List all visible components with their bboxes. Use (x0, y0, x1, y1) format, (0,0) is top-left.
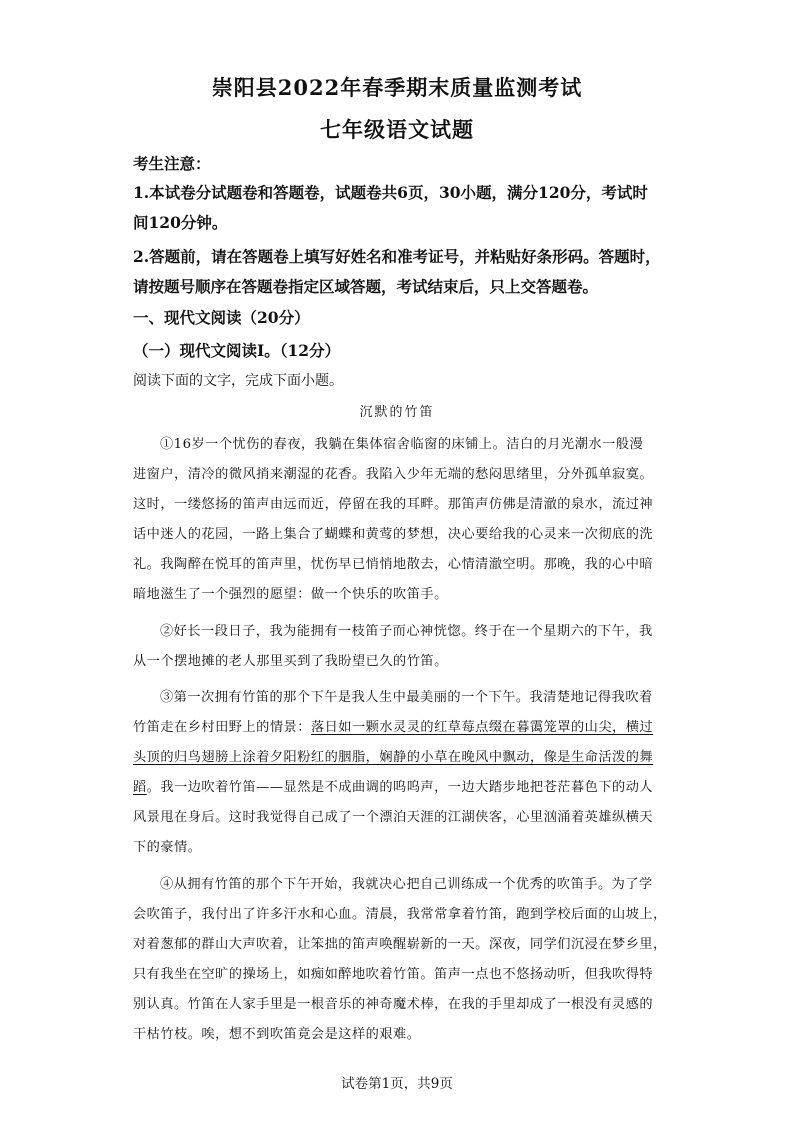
subsection-title: （一）现代文阅读Ⅰ。（12分） (133, 341, 341, 360)
paragraph-1-line: 暗地滋生了一个强烈的愿望：做一个快乐的吹笛手。 (133, 587, 448, 602)
paragraph-4-line: ④从拥有竹笛的那个下午开始，我就决心把自己训练成一个优秀的吹笛手。为了学 (160, 877, 653, 892)
notice-heading: 考生注意： (133, 154, 211, 173)
page-footer: 试卷第1页，共9页 (341, 1076, 453, 1092)
notice-item-1: 1.本试卷分试题卷和答题卷，试题卷共6页，30小题，满分120分，考试时 (133, 183, 648, 202)
underlined-sentence: 蹈 (133, 780, 147, 795)
paragraph-3-line (133, 776, 653, 795)
paragraph-4-line: 对着葱郁的群山大声吹着，让笨拙的笛声唤醒崭新的一天。深夜，同学们沉浸在梦乡里， (133, 937, 667, 952)
paragraph-4-line: 干枯竹枝。唉，想不到吹笛竟会是这样的艰难。 (133, 1027, 421, 1042)
notice-item-2-cont: 请按题号顺序在答题卷指定区域答题，考试结束后，只上交答题卷。 (133, 277, 599, 296)
reading-instruction: 阅读下面的文字，完成下面小题。 (133, 373, 343, 389)
paragraph-3-line: ③第一次拥有竹笛的那个下午是我人生中最美丽的一个下午。我清楚地记得我吹着 (160, 690, 653, 705)
notice-item-1-cont: 间120分钟。 (133, 213, 228, 232)
exam-subtitle: 七年级语文试题 (320, 117, 474, 142)
paragraph-1-line: 话中迷人的花园，一路上集合了蝴蝶和黄莺的梦想，决心要给我的心灵来一次彻底的洗 (133, 527, 654, 542)
exam-title: 崇阳县2022年春季期末质量监测考试 (211, 75, 583, 100)
underlined-sentence: 落日如一颗水灵灵的红草莓点缀在暮霭笼罩的山尖，横过 (310, 720, 654, 735)
notice-item-2: 2.答题前，请在答题卷上填写好姓名和准考证号，并粘贴好条形码。答题时， (133, 247, 661, 266)
paragraph-1-line: ①16岁一个忧伤的春夜，我躺在集体宿舍临窗的床铺上。洁白的月光潮水一般漫 (160, 437, 644, 452)
underlined-sentence: 头顶的归鸟翅膀上涂着夕阳粉红的胭脂，娴静的小草在晚风中飘动，像是生命活泼的舞 (133, 750, 654, 765)
paragraph-3-line: 下的豪情。 (133, 840, 202, 855)
paragraph-4-line: 会吹笛子，我付出了许多汗水和心血。清晨，我常常拿着竹笛，跑到学校后面的山坡上， (133, 907, 667, 922)
paragraph-4-line: 只有我坐在空旷的操场上，如痴如醉地吹着竹笛。笛声一点也不悠扬动听，但我吹得特 (133, 967, 654, 982)
paragraph-4-line: 别认真。竹笛在人家手里是一根音乐的神奇魔术棒，在我的手里却成了一根没有灵感的 (133, 997, 654, 1012)
section-title: 一、现代文阅读（20分） (133, 308, 310, 327)
paragraph-2-line: ②好长一段日子，我为能拥有一枝笛子而心神恍惚。终于在一个星期六的下午，我 (160, 624, 653, 639)
paragraph-1-line: 进窗户，清冷的微风捎来潮湿的花香。我陷入少年无端的愁闷思绪里，分外孤单寂寞。 (133, 467, 654, 482)
paragraph-1-line: 礼。我陶醉在悦耳的笛声里，忧伤早已悄悄地散去，心情清澈空明。那晚，我的心中暗 (133, 557, 654, 572)
paragraph-3-text: 。我一边吹着竹笛——显然是不成曲调的呜呜声，一边大踏步地把苍茫暮色下的动人 (146, 780, 654, 795)
paragraph-3-line: 风景甩在身后。这时我觉得自己成了一个漂泊天涯的江湖侠客，心里汹涌着英雄纵横天 (133, 810, 654, 825)
paragraph-2-line: 从一个摆地摊的老人那里买到了我盼望已久的竹笛。 (133, 654, 448, 669)
article-title: 沉默的竹笛 (359, 405, 435, 420)
paragraph-3-line (133, 716, 653, 735)
paragraph-3-text: 竹笛走在乡村田野上的情景： (133, 720, 311, 735)
paragraph-1-line: 这时，一缕悠扬的笛声由远而近，停留在我的耳畔。那笛声仿佛是清澈的泉水，流过神 (133, 497, 654, 512)
